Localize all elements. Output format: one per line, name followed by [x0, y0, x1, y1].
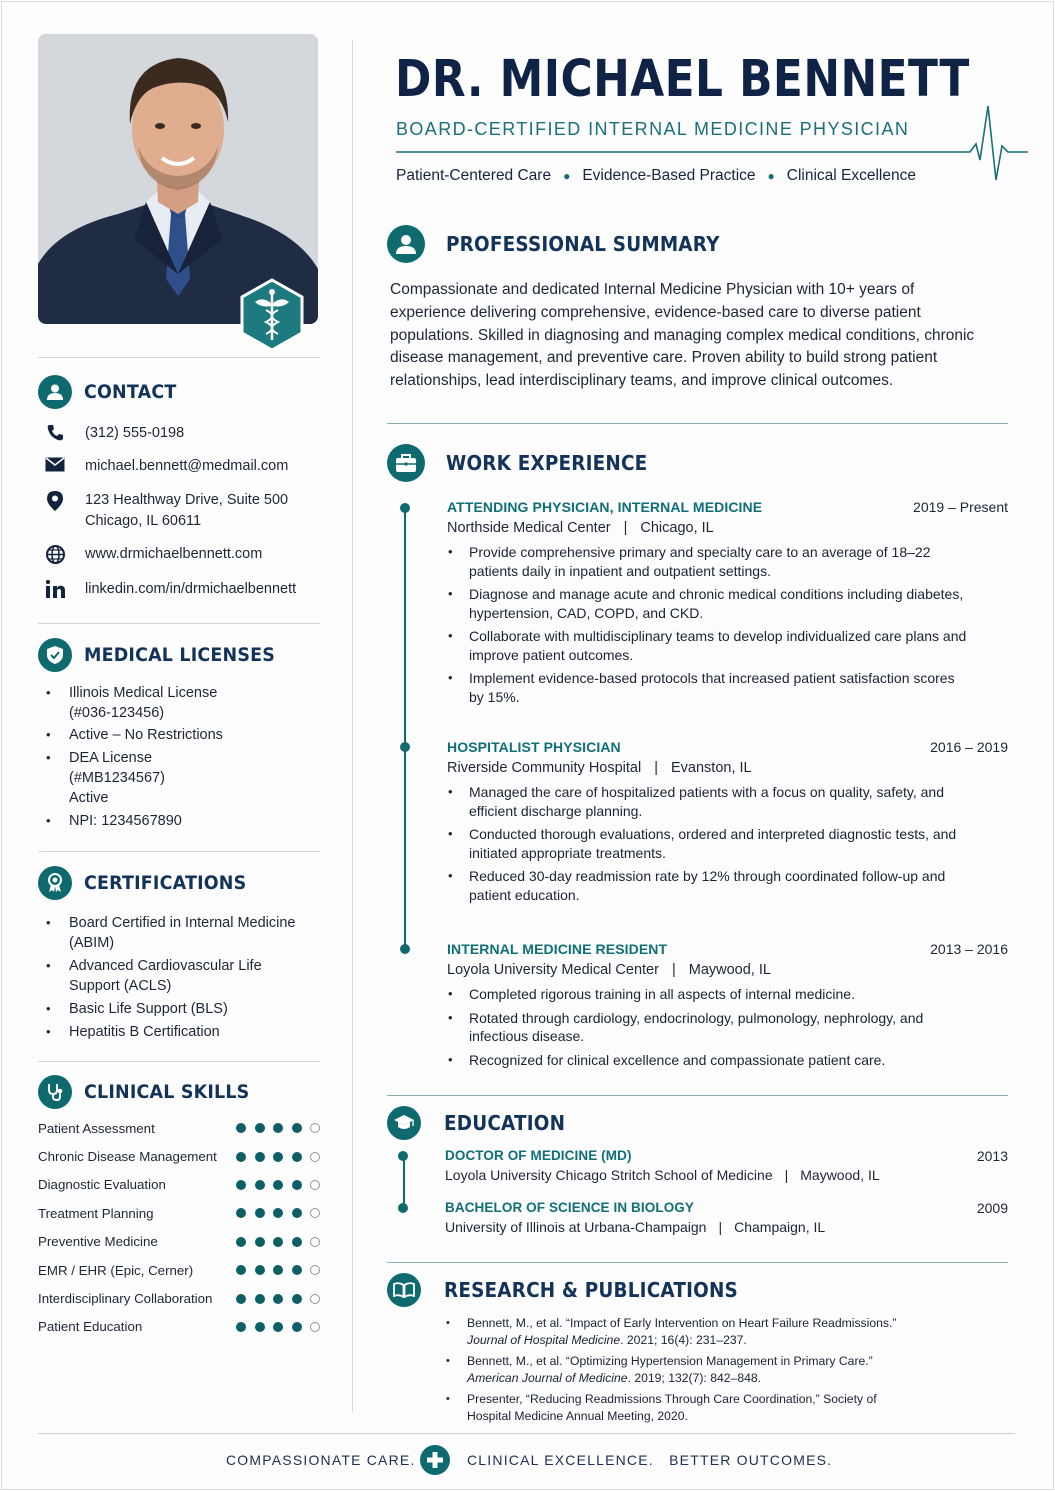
globe-icon [38, 544, 72, 564]
timeline-dot [398, 1151, 408, 1161]
rating-dot-filled [255, 1322, 265, 1332]
job-title: HOSPITALIST PHYSICIAN [447, 739, 621, 755]
list-item: • Illinois Medical License (#036-123456) [38, 683, 320, 723]
timeline-dot [398, 1203, 408, 1213]
rating-dot-filled [236, 1152, 246, 1162]
rating-dot-empty [310, 1294, 320, 1304]
job-title: INTERNAL MEDICINE RESIDENT [447, 941, 668, 957]
skill-row [38, 1313, 320, 1341]
experience-title: WORK EXPERIENCE [446, 451, 648, 475]
rating-dot-empty [310, 1208, 320, 1218]
skill-rating [228, 1322, 321, 1332]
contact-linkedin: linkedin.com/in/drmichaelbennett [38, 579, 320, 609]
education-section [387, 1106, 1008, 1140]
award-ribbon-icon [38, 866, 72, 900]
skill-name: Patient Assessment [38, 1120, 155, 1136]
list-item: • Rotated through cardiology, endocrinology, pulmonology, nephrology, and infectious disease. [447, 1009, 967, 1046]
list-item: • NPI: 1234567890 [38, 811, 320, 831]
divider [387, 1262, 1008, 1263]
licenses-section [38, 638, 320, 831]
page-title: DR. MICHAEL BENNETT [395, 50, 970, 109]
rating-dot-filled [236, 1322, 246, 1332]
list-item: • DEA License (#MB1234567) Active [38, 748, 320, 808]
rating-dot-filled [255, 1152, 265, 1162]
rating-dot-empty [310, 1152, 320, 1162]
rating-dot-filled [292, 1152, 302, 1162]
degree: DOCTOR OF MEDICINE (MD) [445, 1148, 632, 1163]
skill-row [38, 1256, 320, 1284]
linkedin-icon [38, 579, 72, 598]
contact-section [38, 375, 320, 609]
list-item: • Recognized for clinical excellence and compassionate patient care. [447, 1051, 967, 1070]
footer-right: CLINICAL EXCELLENCE. BETTER OUTCOMES. [467, 1452, 833, 1468]
skill-rating [228, 1123, 321, 1133]
certifications-title: CERTIFICATIONS [84, 872, 247, 894]
summary-title: PROFESSIONAL SUMMARY [446, 232, 720, 256]
skill-row [38, 1171, 320, 1199]
list-item: • Provide comprehensive primary and specialty care to an average of 18–22 patients daily in inpatient and outpatient settings. [447, 543, 967, 580]
rating-dot-filled [236, 1123, 246, 1133]
rating-dot-filled [273, 1123, 283, 1133]
summary-header [387, 225, 1008, 263]
divider [38, 851, 320, 852]
licenses-title: MEDICAL LICENSES [84, 644, 276, 666]
skill-name: Interdisciplinary Collaboration [38, 1291, 213, 1307]
skills-section [38, 1075, 320, 1341]
contact-title: CONTACT [84, 381, 177, 403]
certifications-header [38, 866, 320, 900]
job-dates: 2016 – 2019 [930, 739, 1008, 755]
contact-header [38, 375, 320, 409]
list-item: • Conducted thorough evaluations, ordered and interpreted diagnostic tests, and initiated appropriate treatments. [447, 825, 967, 862]
skill-row [38, 1142, 320, 1170]
location-pin-icon [38, 490, 72, 511]
research-title: RESEARCH & PUBLICATIONS [444, 1278, 738, 1302]
skill-name: Treatment Planning [38, 1205, 154, 1221]
rating-dot-empty [310, 1237, 320, 1247]
stethoscope-icon [38, 1075, 72, 1109]
rating-dot-filled [273, 1294, 283, 1304]
degree: BACHELOR OF SCIENCE IN BIOLOGY [445, 1200, 695, 1215]
rating-dot-filled [273, 1152, 283, 1162]
left-column [38, 34, 320, 324]
list-item: • Completed rigorous training in all aspects of internal medicine. [447, 985, 967, 1004]
job-org: Northside Medical Center | Chicago, IL [447, 520, 714, 536]
skill-rating [228, 1180, 321, 1190]
rating-dot-filled [255, 1208, 265, 1218]
job-entry [387, 739, 1008, 909]
publications-list [445, 1315, 915, 1429]
divider [387, 1095, 1008, 1096]
person-icon [38, 375, 72, 409]
rating-dot-filled [255, 1265, 265, 1275]
rating-dot-filled [236, 1237, 246, 1247]
rating-dot-filled [292, 1237, 302, 1247]
divider [38, 1061, 320, 1062]
medical-cross-icon [420, 1445, 450, 1475]
skills-list [38, 1114, 320, 1341]
research-header [387, 1273, 1008, 1307]
contact-website: www.drmichaelbennett.com [38, 544, 320, 579]
skill-rating [228, 1265, 321, 1275]
education-entry [445, 1148, 1008, 1183]
divider [38, 357, 320, 358]
list-item: • Implement evidence-based protocols that increased patient satisfaction scores by 15%. [447, 669, 967, 706]
skill-name: Diagnostic Evaluation [38, 1177, 166, 1193]
rating-dot-filled [292, 1265, 302, 1275]
contact-email: michael.bennett@medmail.com [38, 456, 320, 490]
education-entry [445, 1200, 1008, 1235]
job-entry [387, 941, 1008, 1074]
rating-dot-filled [273, 1208, 283, 1218]
list-item: • Board Certified in Internal Medicine (ABIM) [38, 913, 320, 953]
rating-dot-filled [292, 1123, 302, 1133]
shield-check-icon [38, 638, 72, 672]
skill-name: Preventive Medicine [38, 1234, 158, 1250]
skill-row [38, 1284, 320, 1312]
list-item: • Active – No Restrictions [38, 725, 320, 745]
skill-rating [228, 1208, 321, 1218]
caduceus-badge-icon [239, 278, 305, 352]
rating-dot-filled [255, 1123, 265, 1133]
rating-dot-filled [255, 1294, 265, 1304]
education-title: EDUCATION [444, 1111, 566, 1135]
rating-dot-filled [292, 1180, 302, 1190]
graduation-cap-icon [387, 1106, 421, 1140]
contact-phone: (312) 555-0198 [38, 423, 320, 456]
job-bullets [447, 985, 1008, 1069]
skill-name: EMR / EHR (Epic, Cerner) [38, 1262, 194, 1278]
job-org: Loyola University Medical Center | Maywood, IL [447, 962, 771, 978]
timeline-line [403, 1156, 405, 1208]
phone-icon [38, 423, 72, 442]
open-book-icon [387, 1273, 421, 1307]
rating-dot-filled [273, 1265, 283, 1275]
subtitle: BOARD-CERTIFIED INTERNAL MEDICINE PHYSICIAN [396, 119, 910, 139]
grad-year: 2009 [976, 1200, 1008, 1216]
skills-header [38, 1075, 320, 1109]
skill-name: Patient Education [38, 1319, 143, 1335]
job-org: Riverside Community Hospital | Evanston, IL [447, 760, 752, 776]
licenses-header [38, 638, 320, 672]
skill-row [38, 1114, 320, 1142]
rating-dot-empty [310, 1123, 320, 1133]
list-item: • Reduced 30-day readmission rate by 12% through coordinated follow-up and patient education. [447, 867, 967, 904]
skill-rating [228, 1237, 321, 1247]
list-item: • Collaborate with multidisciplinary teams to develop individualized care plans and improve patient outcomes. [447, 627, 967, 664]
footer-left: COMPASSIONATE CARE. [226, 1452, 416, 1468]
list-item: • Hepatitis B Certification [38, 1022, 320, 1042]
skills-title: CLINICAL SKILLS [84, 1081, 250, 1103]
rating-dot-filled [292, 1322, 302, 1332]
summary-section [387, 225, 1008, 393]
skill-rating [228, 1294, 321, 1304]
certifications-section [38, 866, 320, 1042]
grad-year: 2013 [976, 1148, 1008, 1164]
column-separator [352, 40, 353, 1412]
list-item: • Managed the care of hospitalized patients with a focus on quality, safety, and efficient discharge planning. [447, 783, 967, 820]
divider [387, 423, 1008, 424]
skill-rating [228, 1152, 321, 1162]
rating-dot-filled [255, 1180, 265, 1190]
experience-header [387, 444, 1008, 482]
list-item: • Diagnose and manage acute and chronic medical conditions including diabetes, hypertension, CAD, COPD, and CKD. [447, 585, 967, 622]
rating-dot-filled [292, 1294, 302, 1304]
list-item: • Advanced Cardiovascular Life Support (ACLS) [38, 956, 320, 996]
tagline: Patient-Centered Care ● Evidence-Based Practice ● Clinical Excellence [396, 167, 916, 184]
job-title: ATTENDING PHYSICIAN, INTERNAL MEDICINE [447, 499, 763, 515]
mail-icon [38, 456, 72, 472]
experience-section [387, 444, 1008, 482]
skill-row [38, 1228, 320, 1256]
certifications-list [38, 913, 320, 1042]
list-item: • Bennett, M., et al. “Optimizing Hypertension Management in Primary Care.” American Journal of Medicine. 2019; 132(7): 842–848. [445, 1353, 915, 1386]
rating-dot-filled [236, 1265, 246, 1275]
job-entry [387, 499, 1008, 711]
divider [38, 623, 320, 624]
contact-address: 123 Healthway Drive, Suite 500 Chicago, IL 60611 [38, 490, 320, 544]
job-bullets [447, 543, 1008, 706]
list-item: • Presenter, “Reducing Readmissions Through Care Coordination,” Society of Hospital Medicine Annual Meeting, 2020. [445, 1391, 915, 1424]
rating-dot-filled [273, 1322, 283, 1332]
school: Loyola University Chicago Stritch School of Medicine | Maywood, IL [445, 1167, 880, 1183]
rating-dot-filled [273, 1237, 283, 1247]
licenses-list [38, 683, 320, 831]
job-bullets [447, 783, 1008, 904]
rating-dot-empty [310, 1180, 320, 1190]
user-profile-icon [387, 225, 425, 263]
briefcase-icon [387, 444, 425, 482]
skill-name: Chronic Disease Management [38, 1149, 217, 1165]
summary-text: Compassionate and dedicated Internal Medicine Physician with 10+ years of experience delivering comprehensive, evidence-based care to diverse patient populations. Skilled in diagnosing and managing complex medical conditions, chronic disease management, and preventive care. Proven ability to build strong patient relationships, lead interdisciplinary teams, and improve clinical outcomes. [390, 281, 975, 390]
rating-dot-filled [292, 1208, 302, 1218]
list-item: • Bennett, M., et al. “Impact of Early Intervention on Heart Failure Readmissions.” Journal of Hospital Medicine. 2021; 16(4): 231–237. [445, 1315, 915, 1348]
rating-dot-filled [236, 1294, 246, 1304]
rating-dot-filled [236, 1208, 246, 1218]
list-item: • Basic Life Support (BLS) [38, 999, 320, 1019]
rating-dot-empty [310, 1322, 320, 1332]
rating-dot-filled [255, 1237, 265, 1247]
rating-dot-filled [236, 1180, 246, 1190]
rating-dot-filled [273, 1180, 283, 1190]
school: University of Illinois at Urbana-Champaign | Champaign, IL [445, 1219, 826, 1235]
job-dates: 2019 – Present [913, 499, 1008, 515]
education-header [387, 1106, 1008, 1140]
footer-divider [38, 1433, 1015, 1434]
research-section [387, 1273, 1008, 1307]
rating-dot-empty [310, 1265, 320, 1275]
job-dates: 2013 – 2016 [930, 941, 1008, 957]
skill-row [38, 1199, 320, 1227]
